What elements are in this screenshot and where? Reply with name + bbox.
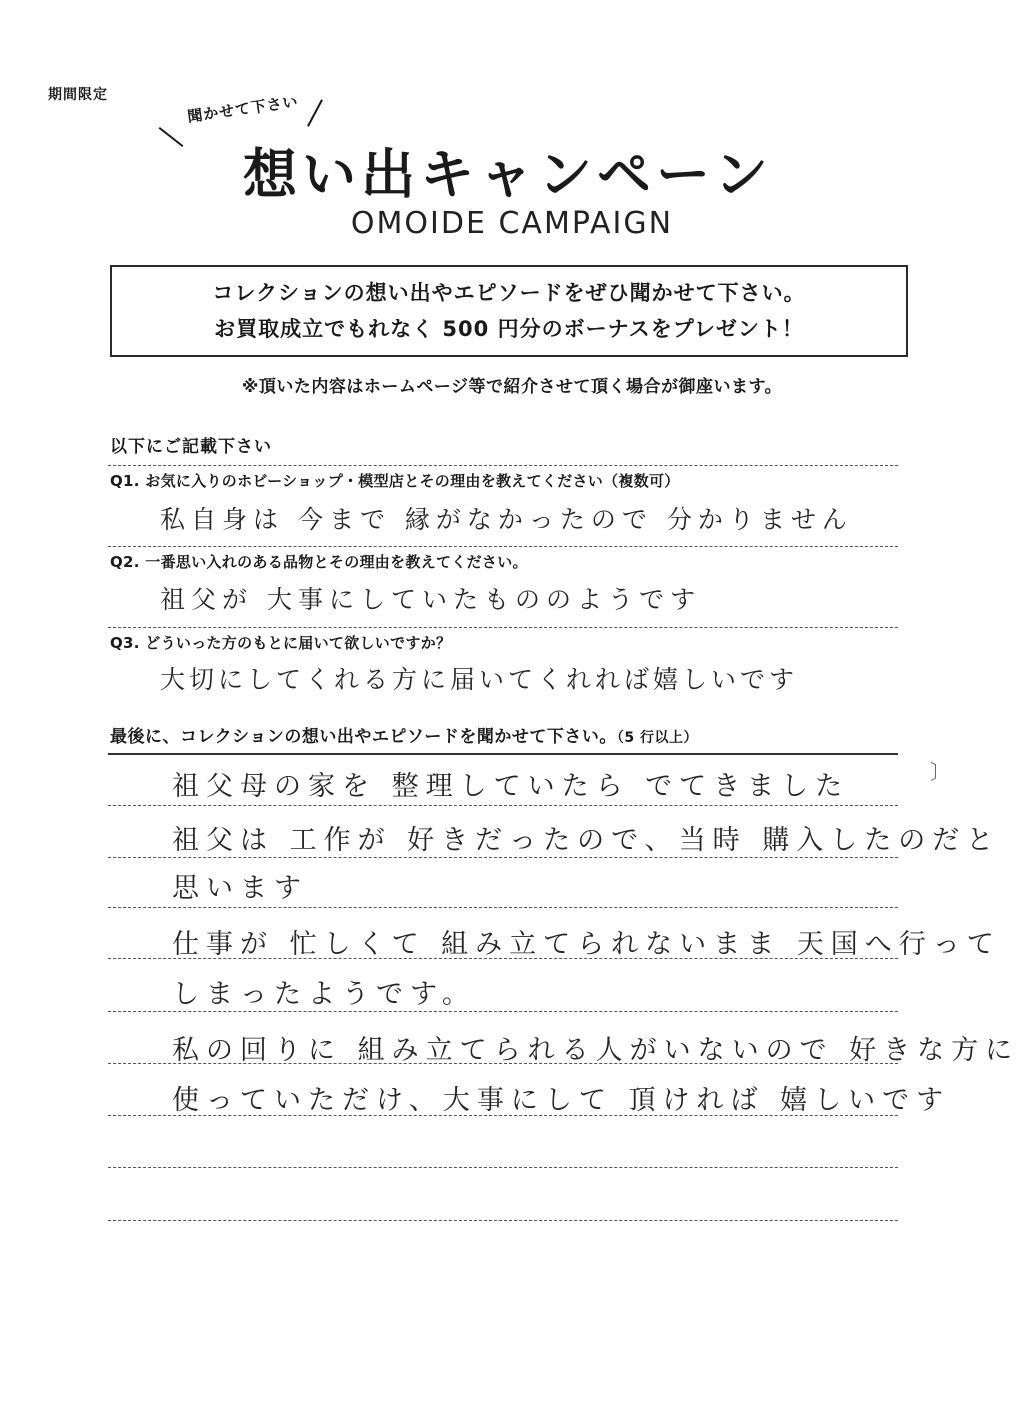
divider xyxy=(108,1167,898,1168)
please-tell-us-label: 聞かせて下さい xyxy=(186,92,300,126)
question-1-answer: 私自身は 今まで 縁がなかったので 分かりません xyxy=(160,505,853,534)
divider xyxy=(108,857,898,858)
divider xyxy=(108,1115,898,1116)
story-line-6: 私の回りに 組み立てられる人がいないので 好きな方に xyxy=(172,1035,1020,1066)
notice-line-1: コレクションの想い出やエピソードをぜひ聞かせて下さい。 xyxy=(212,281,806,305)
divider xyxy=(108,465,898,466)
divider xyxy=(108,907,898,908)
divider xyxy=(108,1011,898,1012)
question-3-answer: 大切にしてくれる方に届いてくれれば嬉しいです xyxy=(160,665,799,694)
question-1-label: Q1. お気に入りのホビーショップ・模型店とその理由を教えてください（複数可） xyxy=(110,472,680,490)
story-line-4: 仕事が 忙しくて 組み立てられないまま 天国へ行って xyxy=(172,929,1001,960)
notice-line-2: お買取成立でもれなく 500 円分のボーナスをプレゼント！ xyxy=(214,317,804,341)
story-line-3: 思います xyxy=(172,873,308,904)
campaign-title: 想い出キャンペーン xyxy=(243,143,773,206)
divider xyxy=(108,958,898,959)
fill-in-instruction: 以下にご記載下さい xyxy=(110,437,272,457)
question-2-label: Q2. 一番思い入れのある品物とその理由を教えてください。 xyxy=(110,553,528,571)
limited-time-label: 期間限定 xyxy=(48,87,108,103)
divider xyxy=(108,805,898,806)
question-2-answer: 祖父が 大事にしていたもののようです xyxy=(160,585,701,614)
margin-mark: 〕 xyxy=(930,760,950,784)
story-line-2: 祖父は 工作が 好きだったので、当時 購入したのだと xyxy=(172,825,1001,856)
story-line-1: 祖父母の家を 整理していたら でてきました xyxy=(172,771,850,802)
story-line-5: しまったようです。 xyxy=(172,979,476,1010)
decorative-slash-right xyxy=(307,99,323,126)
divider-solid xyxy=(108,753,898,755)
divider xyxy=(108,627,898,628)
notice-box xyxy=(110,265,908,357)
question-3-label: Q3. どういった方のもとに届いて欲しいですか？ xyxy=(110,634,452,652)
disclaimer-note: ※頂いた内容はホームページ等で紹介させて頂く場合が御座います。 xyxy=(241,377,783,397)
divider xyxy=(108,1063,898,1064)
final-question-note: （5 行以上） xyxy=(616,730,698,746)
divider xyxy=(108,1220,898,1221)
final-question-label: 最後に、コレクションの想い出やエピソードを聞かせて下さい。（5 行以上） xyxy=(110,727,698,747)
story-line-7: 使っていただけ、大事にして 頂ければ 嬉しいです xyxy=(172,1085,951,1116)
divider xyxy=(108,546,898,547)
campaign-subtitle: OMOIDE CAMPAIGN xyxy=(350,206,674,241)
